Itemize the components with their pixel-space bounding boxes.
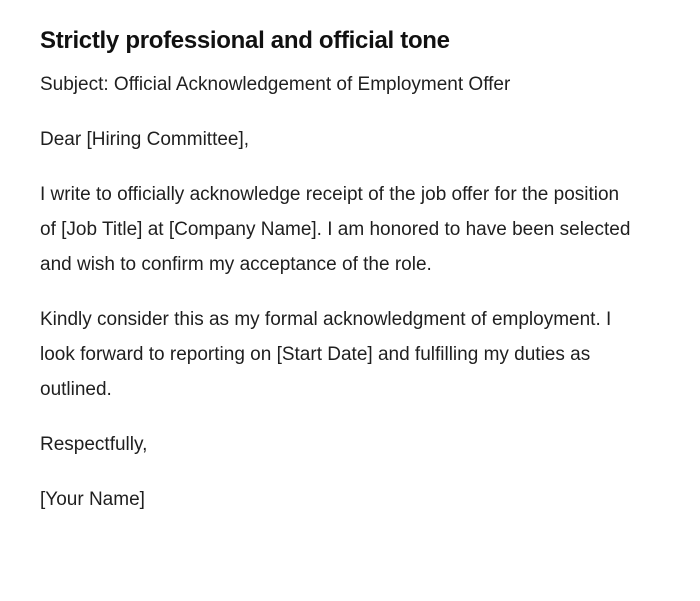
letter-body-paragraph-1: I write to officially acknowledge receipt of the job offer for the position of [Job Title] at [Company Name]. I am honored to have been selected and wish to confirm my acceptance of the role.: [40, 184, 631, 275]
document-title: Strictly professional and official tone: [40, 27, 450, 54]
letter-salutation: Dear [Hiring Committee],: [40, 129, 250, 150]
letter-subject: Subject: Official Acknowledgement of Employment Offer: [40, 74, 511, 95]
letter-body-paragraph-2: Kindly consider this as my formal acknowledgment of employment. I look forward to reporting on [Start Date] and fulfilling my duties as outlined.: [40, 309, 612, 400]
letter-document: [40, 24, 640, 517]
letter-signature: [Your Name]: [40, 489, 145, 510]
letter-closing: Respectfully,: [40, 434, 148, 455]
